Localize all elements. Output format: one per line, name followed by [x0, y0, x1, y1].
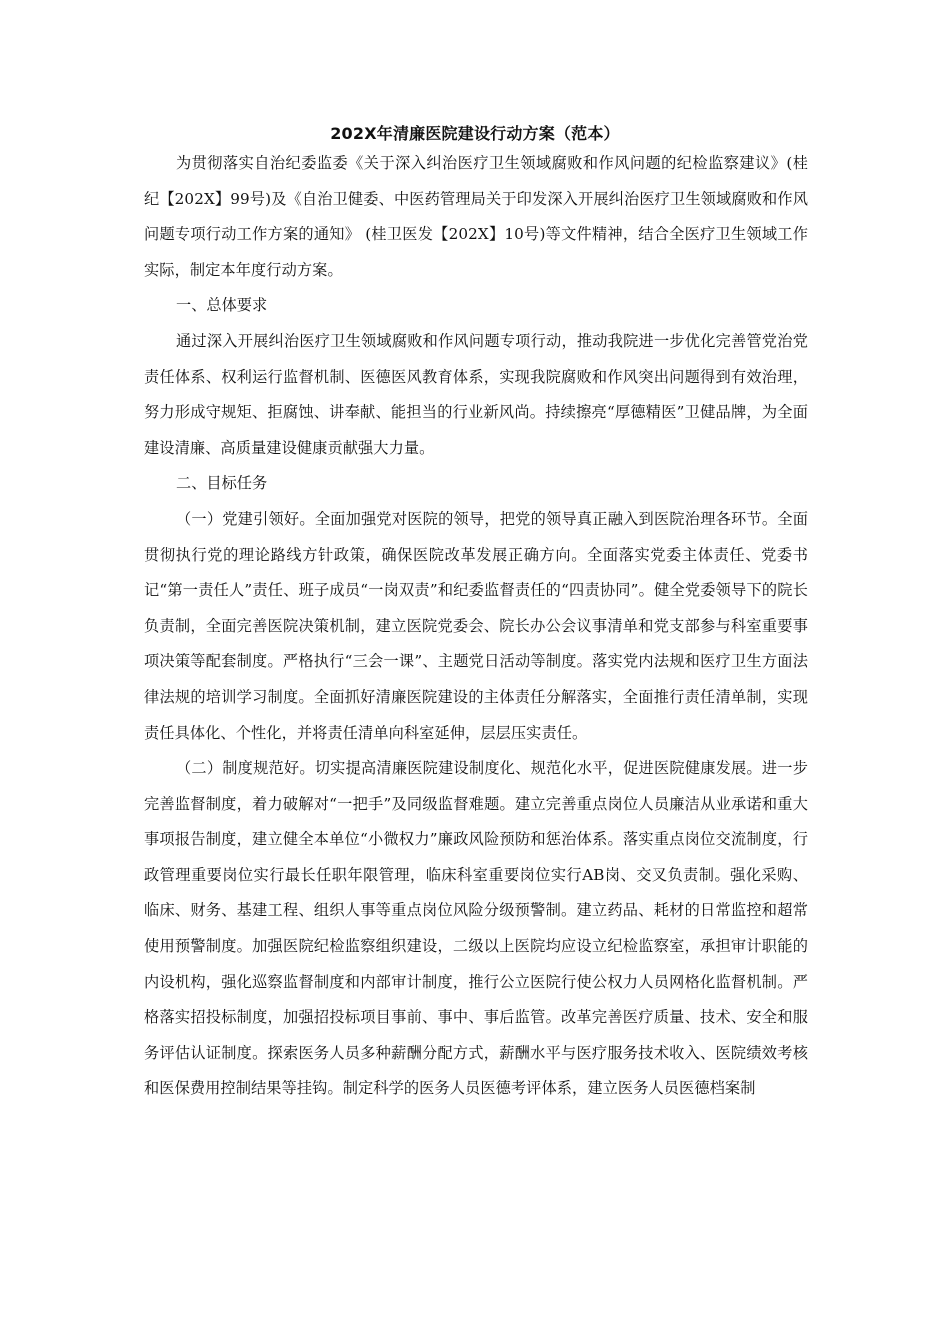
section-heading-objectives: 二、目标任务 — [176, 474, 268, 493]
institutional-norms-paragraph: （二）制度规范好。切实提高清廉医院建设制度化、规范化水平，促进医院健康发展。进一步完善监督制度，着力破解对“一把手”及同级监督难题。建立完善重点岗位人员廉洁从业承诺和重大事项报告制度，建立健全本单位“小微权力”廉政风险预防和惩治体系。落实重点岗位交流制度，行政管理重要岗位实行最长任职年限管理，临床科室重要岗位实行AB岗、交叉负责制。强化采购、临床、财务、基建工程、组织人事等重点岗位风险分级预警制。建立药品、耗材的日常监控和超常使用预警制度。加强医院纪检监察组织建设，二级以上医院均应设立纪检监察室，承担审计职能的内设机构，强化巡察监督制度和内部审计制度，推行公立医院行使公权力人员网格化监督机制。严格落实招投标制度，加强招投标项目事前、事中、事后监管。改革完善医疗质量、技术、安全和服务评估认证制度。探索医务人员多种薪酬分配方式，薪酬水平与医疗服务技术收入、医院绩效考核和医保费用控制结果等挂钩。制定科学的医务人员医德考评体系，建立医务人员医德档案制 — [144, 759, 808, 1098]
party-leadership-paragraph: （一）党建引领好。全面加强党对医院的领导，把党的领导真正融入到医院治理各环节。全面贯彻执行党的理论路线方针政策，确保医院改革发展正确方向。全面落实党委主体责任、党委书记“第一责任人”责任、班子成员“一岗双责”和纪委监督责任的“四责协同”。健全党委领导下的院长负责制，全面完善医院决策机制，建立医院党委会、院长办公会议事清单和党支部参与科室重要事项决策等配套制度。严格执行“三会一课”、主题党日活动等制度。落实党内法规和医疗卫生方面法律法规的培训学习制度。全面抓好清廉医院建设的主体责任分解落实，全面推行责任清单制，实现责任具体化、个性化，并将责任清单向科室延伸，层层压实责任。 — [144, 509, 808, 742]
intro-paragraph: 为贯彻落实自治纪委监委《关于深入纠治医疗卫生领域腐败和作风问题的纪检监察建议》(桂纪【202X】99号)及《自治卫健委、中医药管理局关于印发深入开展纠治医疗卫生领域腐败和作风问题专项行动工作方案的通知》 (桂卫医发【202X】10号)等文件精神，结合全医疗卫生领域工作实际，制定本年度行动方案。 — [144, 154, 808, 279]
document-title: 202X年清廉医院建设行动方案（范本） — [330, 124, 620, 143]
section-heading-general-requirements: 一、总体要求 — [176, 296, 268, 315]
document-body — [144, 146, 808, 1107]
general-requirements-paragraph: 通过深入开展纠治医疗卫生领域腐败和作风问题专项行动，推动我院进一步优化完善管党治党责任体系、权利运行监督机制、医德医风教育体系，实现我院腐败和作风突出问题得到有效治理，努力形成守规矩、拒腐蚀、讲奉献、能担当的行业新风尚。持续擦亮“厚德精医”卫健品牌，为全面建设清廉、高质量建设健康贡献强大力量。 — [144, 331, 808, 457]
